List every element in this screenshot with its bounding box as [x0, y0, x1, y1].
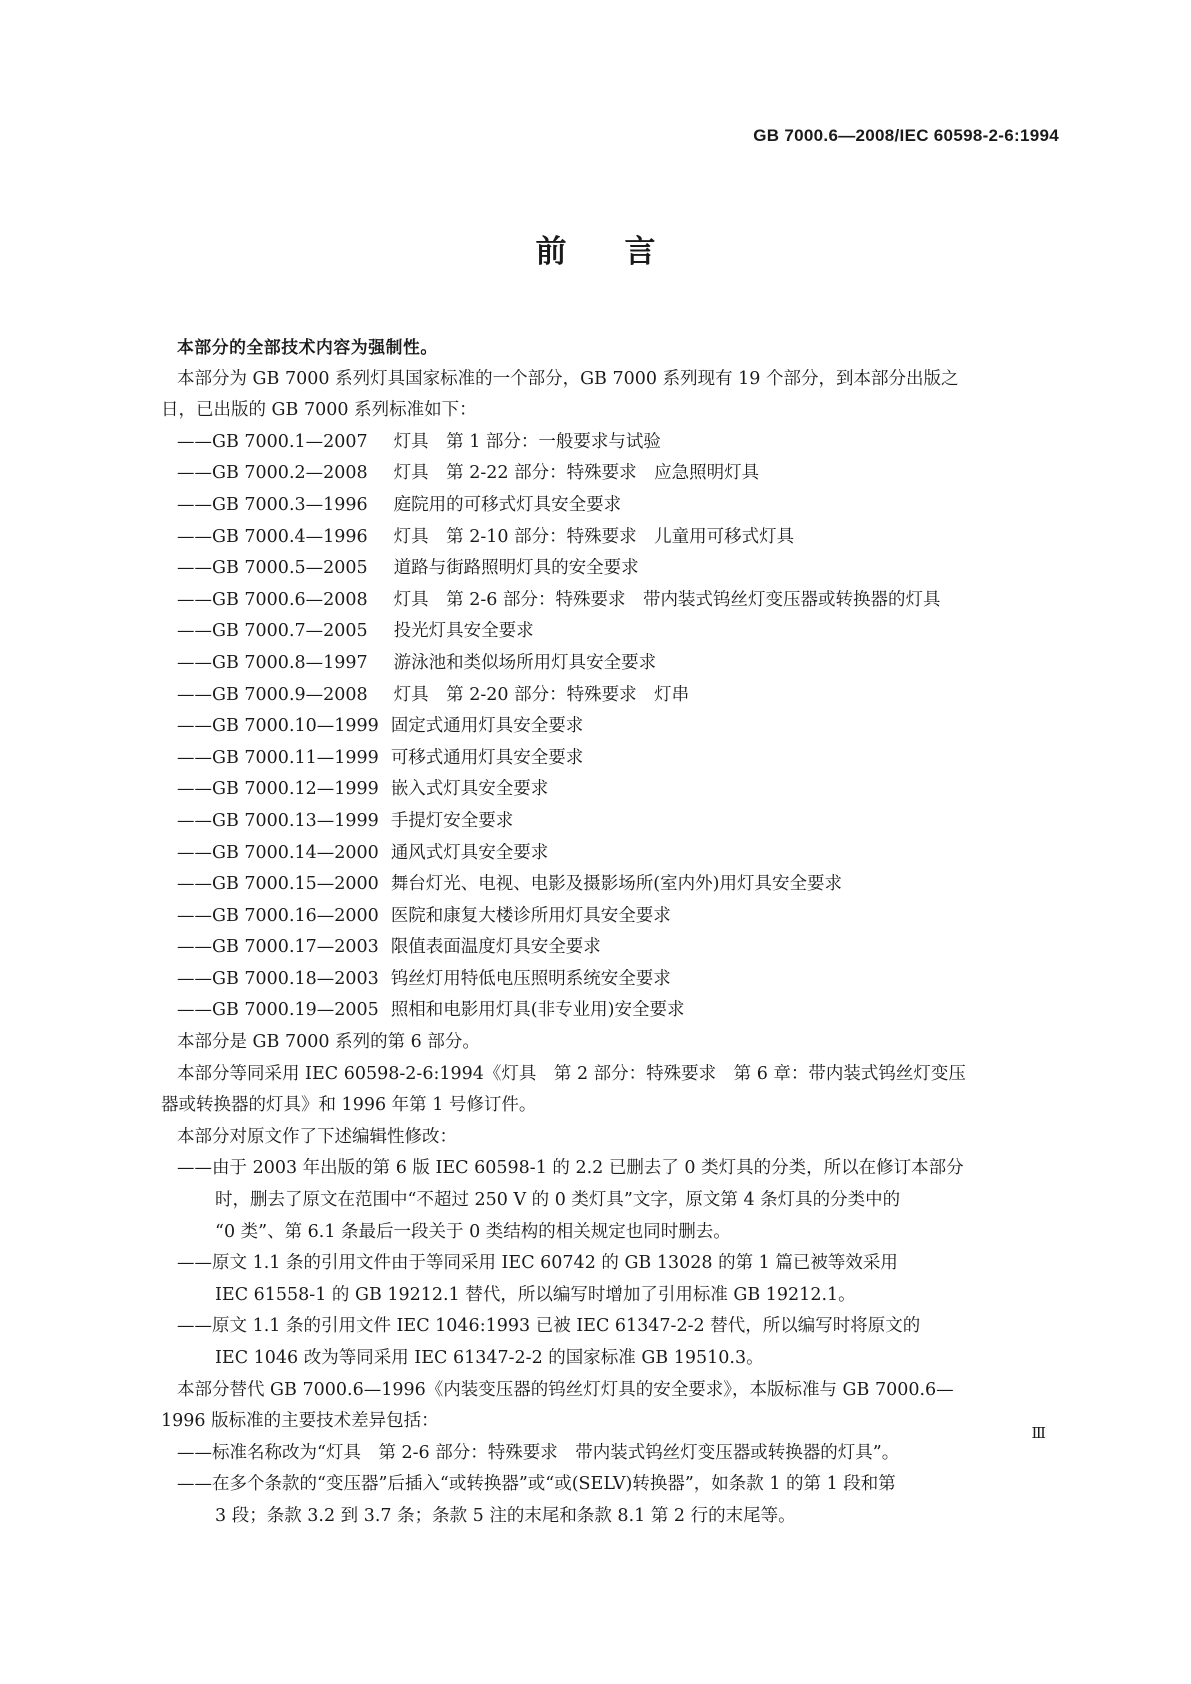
- standard-title: 投光灯具安全要求: [393, 621, 534, 642]
- list-item: [177, 1469, 1058, 1532]
- standard-title: 灯具 第 1 部分：一般要求与试验: [393, 431, 661, 452]
- list-item: [177, 901, 1058, 933]
- title-char-1: 前: [535, 234, 567, 270]
- standard-title: 通风式灯具安全要求: [390, 842, 549, 863]
- standard-code: ——GB 7000.18—2003: [177, 968, 379, 989]
- page-number: Ⅲ: [1031, 1424, 1045, 1442]
- standard-title: 庭院用的可移式灯具安全要求: [393, 494, 622, 515]
- standard-code: ——GB 7000.5—2005: [177, 558, 368, 579]
- list-item: [177, 774, 1058, 806]
- adoption-paragraph-line2: 器或转换器的灯具》和 1996 年第 1 号修订件。: [161, 1095, 537, 1116]
- standard-title: 可移式通用灯具安全要求: [390, 747, 584, 768]
- replace-paragraph-line1: 本部分替代 GB 7000.6—1996《内装变压器的钨丝灯灯具的安全要求》，本版标准与 GB 7000.6—: [177, 1379, 954, 1400]
- edit-1-line3: “0 类”、第 6.1 条最后一段关于 0 类结构的相关规定也同时删去。: [215, 1221, 731, 1242]
- list-item: [177, 648, 1058, 680]
- list-item: [177, 522, 1058, 554]
- part-of-series-paragraph: 本部分是 GB 7000 系列的第 6 部分。: [177, 1032, 480, 1053]
- replace-paragraph-line2: 1996 版标准的主要技术差异包括：: [161, 1411, 439, 1432]
- standard-title: 嵌入式灯具安全要求: [390, 779, 549, 800]
- edit-2-line1: ——原文 1.1 条的引用文件由于等同采用 IEC 60742 的 GB 13028 的第 1 篇已被等效采用: [177, 1253, 898, 1274]
- edit-1-line2: 时，删去了原文在范围中“不超过 250 V 的 0 类灯具”文字，原文第 4 条灯具的分类中的: [215, 1190, 901, 1211]
- list-item: [177, 1248, 1058, 1311]
- standard-code: ——GB 7000.9—2008: [177, 684, 368, 705]
- edits-intro: 本部分对原文作了下述编辑性修改：: [177, 1126, 457, 1147]
- standard-code: ——GB 7000.19—2005: [177, 1000, 379, 1021]
- list-item: [177, 553, 1058, 585]
- standard-code: ——GB 7000.15—2000: [177, 874, 379, 895]
- standard-title: 灯具 第 2-20 部分：特殊要求 灯串: [393, 684, 690, 705]
- standard-title: 灯具 第 2-6 部分：特殊要求 带内装式钨丝灯变压器或转换器的灯具: [393, 589, 941, 610]
- series-paragraph-line1: 本部分为 GB 7000 系列灯具国家标准的一个部分，GB 7000 系列现有 19 个部分，到本部分出版之: [177, 368, 959, 389]
- differences-list: [177, 1438, 1058, 1533]
- list-item: [177, 616, 1058, 648]
- list-item: [177, 427, 1058, 459]
- standard-code: ——GB 7000.13—1999: [177, 810, 379, 831]
- list-item: [177, 1311, 1058, 1374]
- standard-title: 固定式通用灯具安全要求: [390, 716, 584, 737]
- list-item: [177, 964, 1058, 996]
- standard-title: 钨丝灯用特低电压照明系统安全要求: [390, 968, 671, 989]
- standard-title: 医院和康复大楼诊所用灯具安全要求: [390, 905, 671, 926]
- document-body: [161, 332, 1058, 1533]
- standard-title: 限值表面温度灯具安全要求: [390, 937, 601, 958]
- standard-title: 道路与街路照明灯具的安全要求: [393, 558, 639, 579]
- edit-1-line1: ——由于 2003 年出版的第 6 版 IEC 60598-1 的 2.2 已删去了 0 类灯具的分类，所以在修订本部分: [177, 1158, 964, 1179]
- list-item: [177, 743, 1058, 775]
- standard-code: ——GB 7000.3—1996: [177, 494, 368, 515]
- edit-3-line2: IEC 1046 改为等同采用 IEC 61347-2-2 的国家标准 GB 19510.3。: [215, 1348, 764, 1368]
- list-item: [177, 458, 1058, 490]
- edit-3-line1: ——原文 1.1 条的引用文件 IEC 1046:1993 已被 IEC 61347-2-2 替代，所以编写时将原文的: [177, 1316, 921, 1337]
- list-item: [177, 995, 1058, 1027]
- difference-2-line1: ——在多个条款的“变压器”后插入“或转换器”或“或(SELV)转换器”，如条款 1 的第 1 段和第: [177, 1474, 896, 1495]
- standards-list: [177, 427, 1058, 1027]
- edit-2-line2: IEC 61558-1 的 GB 19212.1 替代，所以编写时增加了引用标准 GB 19212.1。: [215, 1284, 856, 1305]
- title-char-2: 言: [624, 234, 656, 270]
- standard-code: ——GB 7000.8—1997: [177, 652, 368, 673]
- series-paragraph-line2: 日，已出版的 GB 7000 系列标准如下：: [161, 400, 477, 421]
- standard-code: ——GB 7000.1—2007: [177, 431, 368, 452]
- mandatory-statement: 本部分的全部技术内容为强制性。: [177, 337, 438, 357]
- list-item: [177, 869, 1058, 901]
- standard-title: 照相和电影用灯具(非专业用)安全要求: [390, 1000, 685, 1021]
- standard-code: ——GB 7000.12—1999: [177, 779, 379, 800]
- list-item: [177, 838, 1058, 870]
- standard-code-header: GB 7000.6—2008/IEC 60598-2-6:1994: [753, 126, 1059, 145]
- standard-code: ——GB 7000.11—1999: [177, 747, 379, 768]
- list-item: [177, 490, 1058, 522]
- standard-code: ——GB 7000.2—2008: [177, 463, 368, 484]
- standard-code: ——GB 7000.14—2000: [177, 842, 379, 863]
- standard-code: ——GB 7000.4—1996: [177, 526, 368, 547]
- standard-title: 手提灯安全要求: [390, 810, 514, 831]
- standard-title: 灯具 第 2-10 部分：特殊要求 儿童用可移式灯具: [393, 526, 795, 547]
- standard-code: ——GB 7000.17—2003: [177, 937, 379, 958]
- list-item: [177, 585, 1058, 617]
- page-title: [0, 226, 1191, 271]
- difference-2-line2: 3 段；条款 3.2 到 3.7 条；条款 5 注的末尾和条款 8.1 第 2 行的末尾等。: [215, 1505, 796, 1526]
- list-item: [177, 806, 1058, 838]
- standard-title: 灯具 第 2-22 部分：特殊要求 应急照明灯具: [393, 463, 760, 484]
- adoption-paragraph-line1: 本部分等同采用 IEC 60598-2-6:1994《灯具 第 2 部分：特殊要求 第 6 章：带内装式钨丝灯变压: [177, 1063, 966, 1084]
- list-item: [177, 1153, 1058, 1248]
- list-item: [177, 932, 1058, 964]
- standard-code: ——GB 7000.6—2008: [177, 589, 368, 610]
- standard-code: ——GB 7000.10—1999: [177, 716, 379, 737]
- standard-code: ——GB 7000.7—2005: [177, 621, 368, 642]
- standard-title: 舞台灯光、电视、电影及摄影场所(室内外)用灯具安全要求: [390, 874, 842, 895]
- edits-list: [177, 1153, 1058, 1374]
- difference-1-line1: ——标准名称改为“灯具 第 2-6 部分：特殊要求 带内装式钨丝灯变压器或转换器的灯具”。: [177, 1442, 900, 1463]
- list-item: [177, 1438, 1058, 1470]
- list-item: [177, 680, 1058, 712]
- standard-title: 游泳池和类似场所用灯具安全要求: [393, 652, 657, 673]
- list-item: [177, 711, 1058, 743]
- standard-code: ——GB 7000.16—2000: [177, 905, 379, 926]
